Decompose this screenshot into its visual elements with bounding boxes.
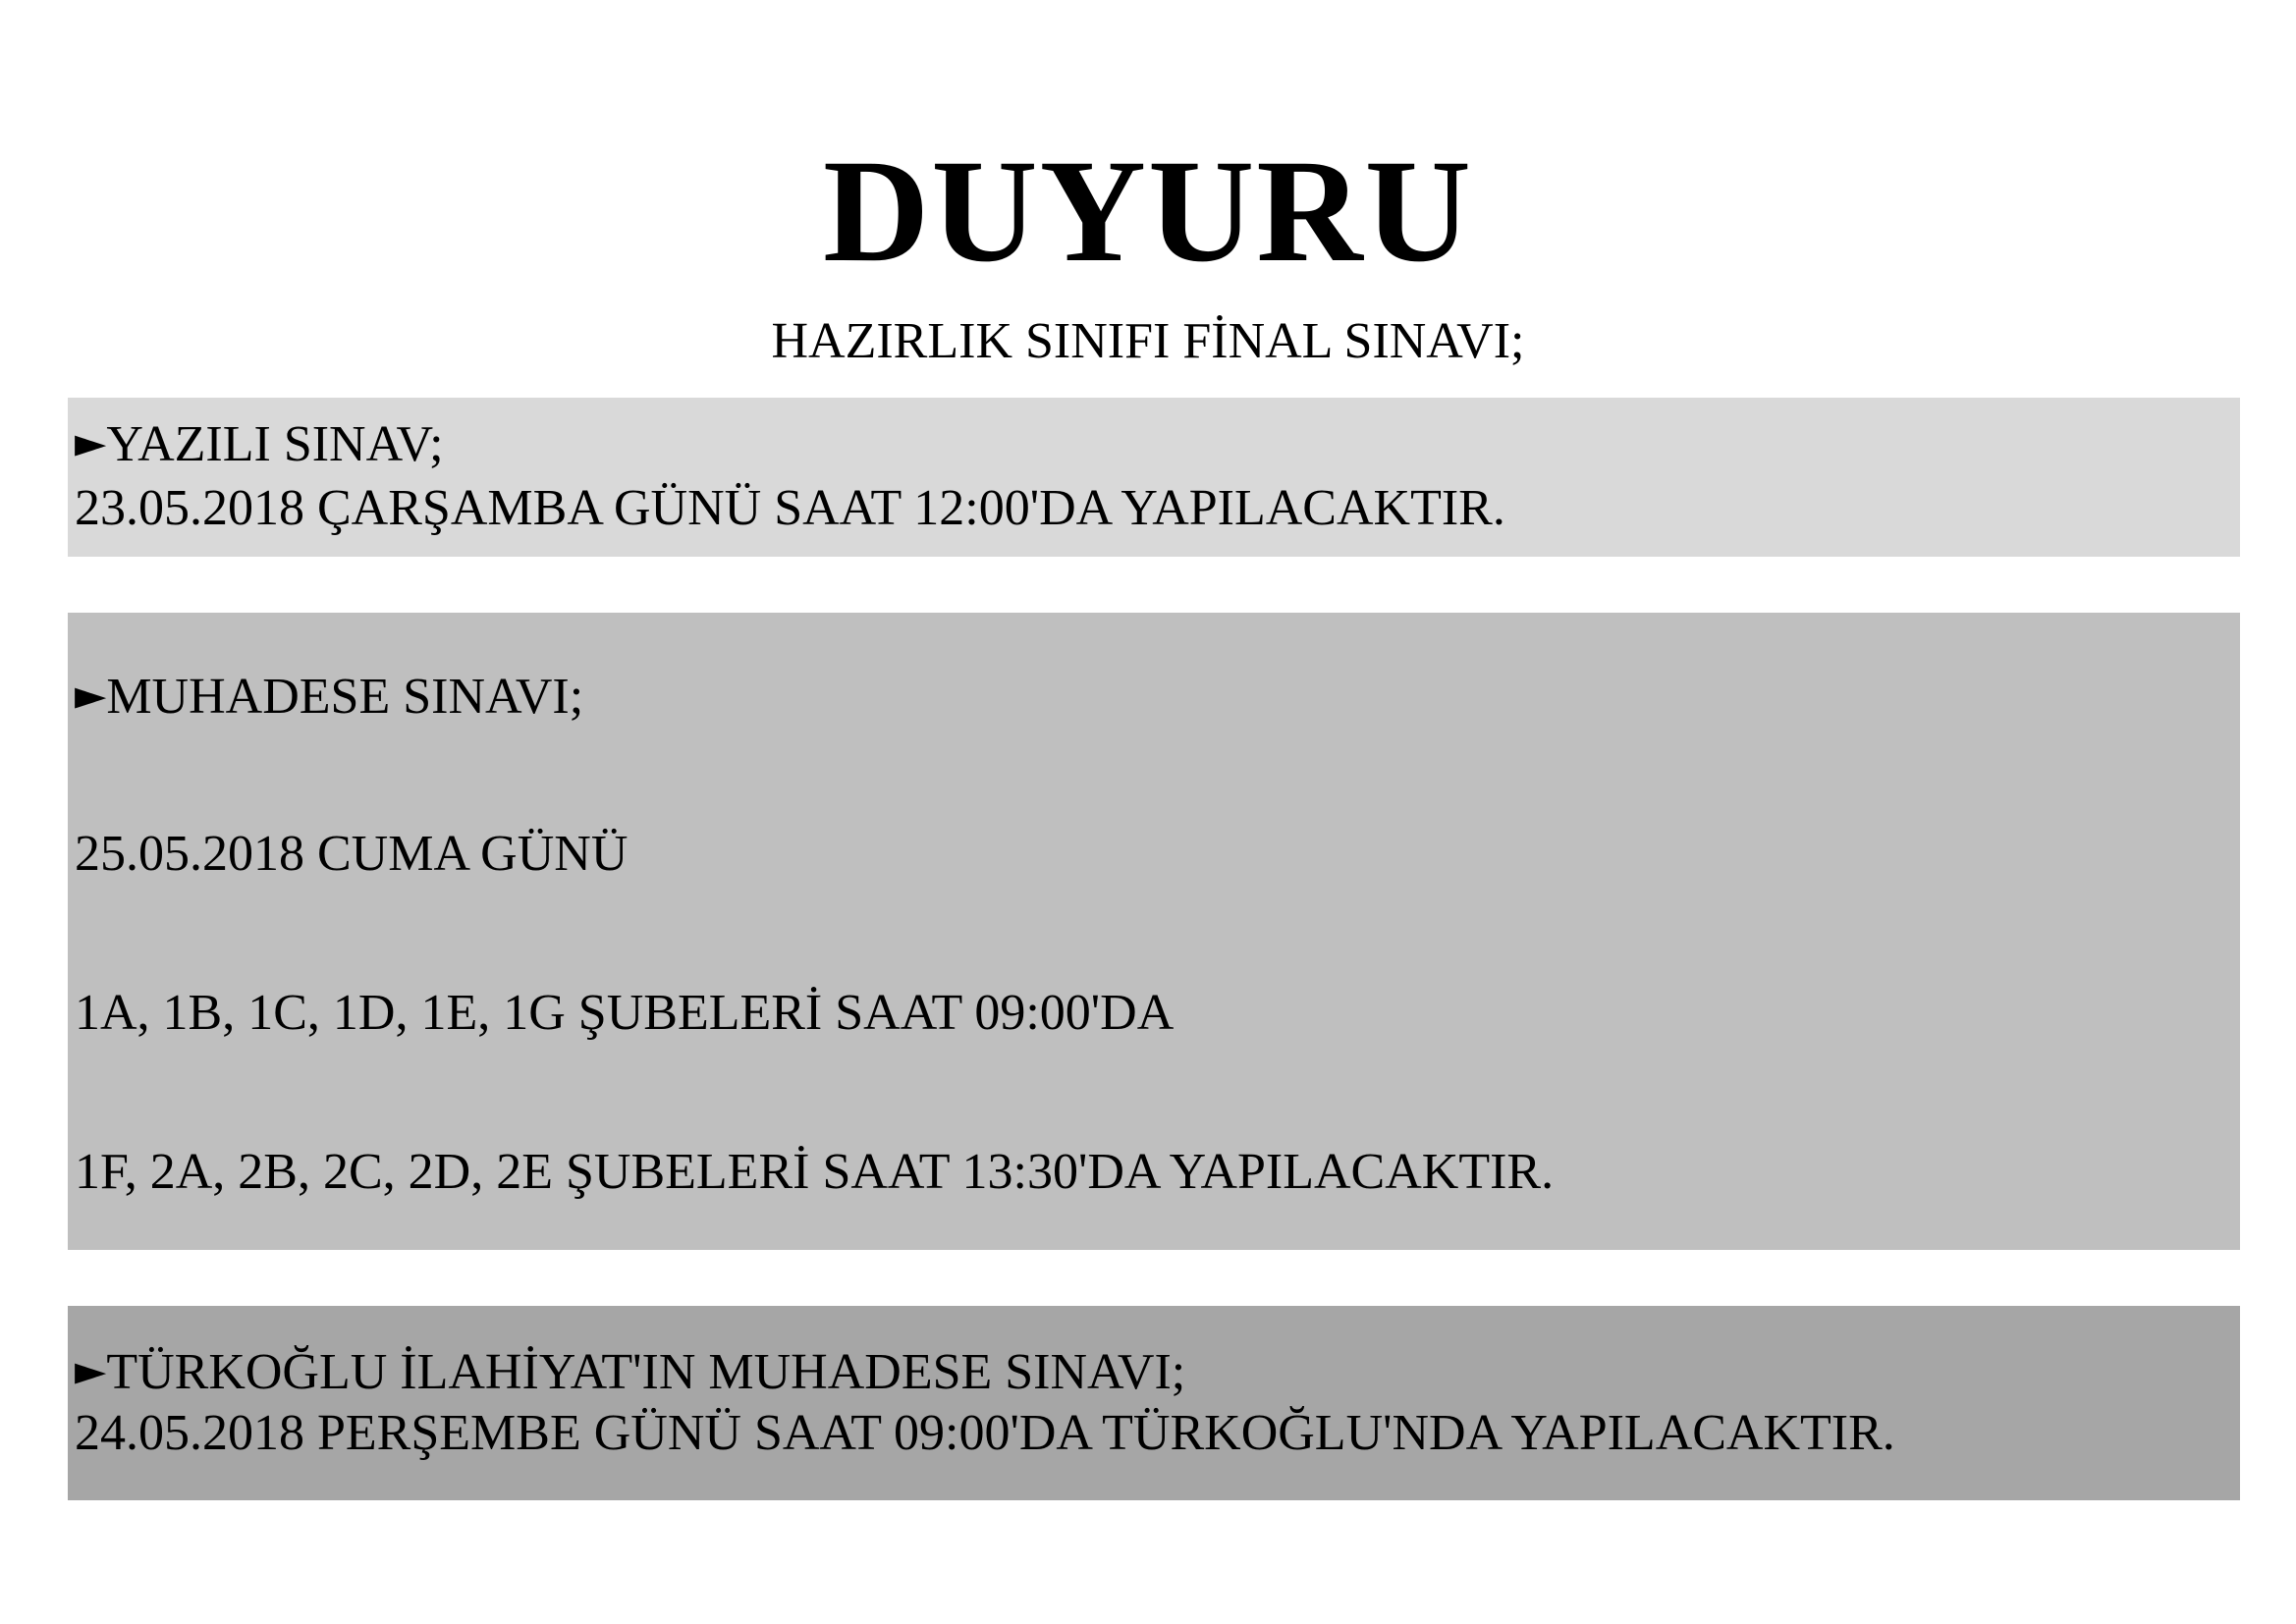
section-line: 25.05.2018 CUMA GÜNÜ [75, 826, 629, 882]
section-heading-text: YAZILI SINAV; [106, 416, 444, 472]
section-heading [75, 666, 583, 727]
section-line: 1A, 1B, 1C, 1D, 1E, 1G ŞUBELERİ SAAT 09:00'DA [75, 985, 1175, 1041]
arrow-right-icon: ► [75, 418, 107, 466]
section-heading [75, 413, 444, 474]
section-line: 24.05.2018 PERŞEMBE GÜNÜ SAAT 09:00'DA TÜRKOĞLU'NDA YAPILACAKTIR. [75, 1405, 1895, 1461]
arrow-right-icon: ► [75, 1346, 107, 1394]
section-heading-text: MUHADESE SINAVI; [106, 669, 584, 725]
section-line: 23.05.2018 ÇARŞAMBA GÜNÜ SAAT 12:00'DA YAPILACAKTIR. [75, 480, 1505, 536]
section-line: 1F, 2A, 2B, 2C, 2D, 2E ŞUBELERİ SAAT 13:30'DA YAPILACAKTIR. [75, 1144, 1555, 1200]
section-turkoglu-exam [68, 1306, 2240, 1500]
page-subtitle: HAZIRLIK SINIFI FİNAL SINAVI; [771, 313, 1525, 369]
section-heading [75, 1341, 1185, 1402]
section-written-exam [68, 398, 2240, 557]
section-oral-exam [68, 613, 2240, 1250]
arrow-right-icon: ► [75, 671, 107, 719]
page-title: DUYURU [823, 130, 1473, 293]
section-heading-text: TÜRKOĞLU İLAHİYAT'IN MUHADESE SINAVI; [106, 1344, 1186, 1400]
